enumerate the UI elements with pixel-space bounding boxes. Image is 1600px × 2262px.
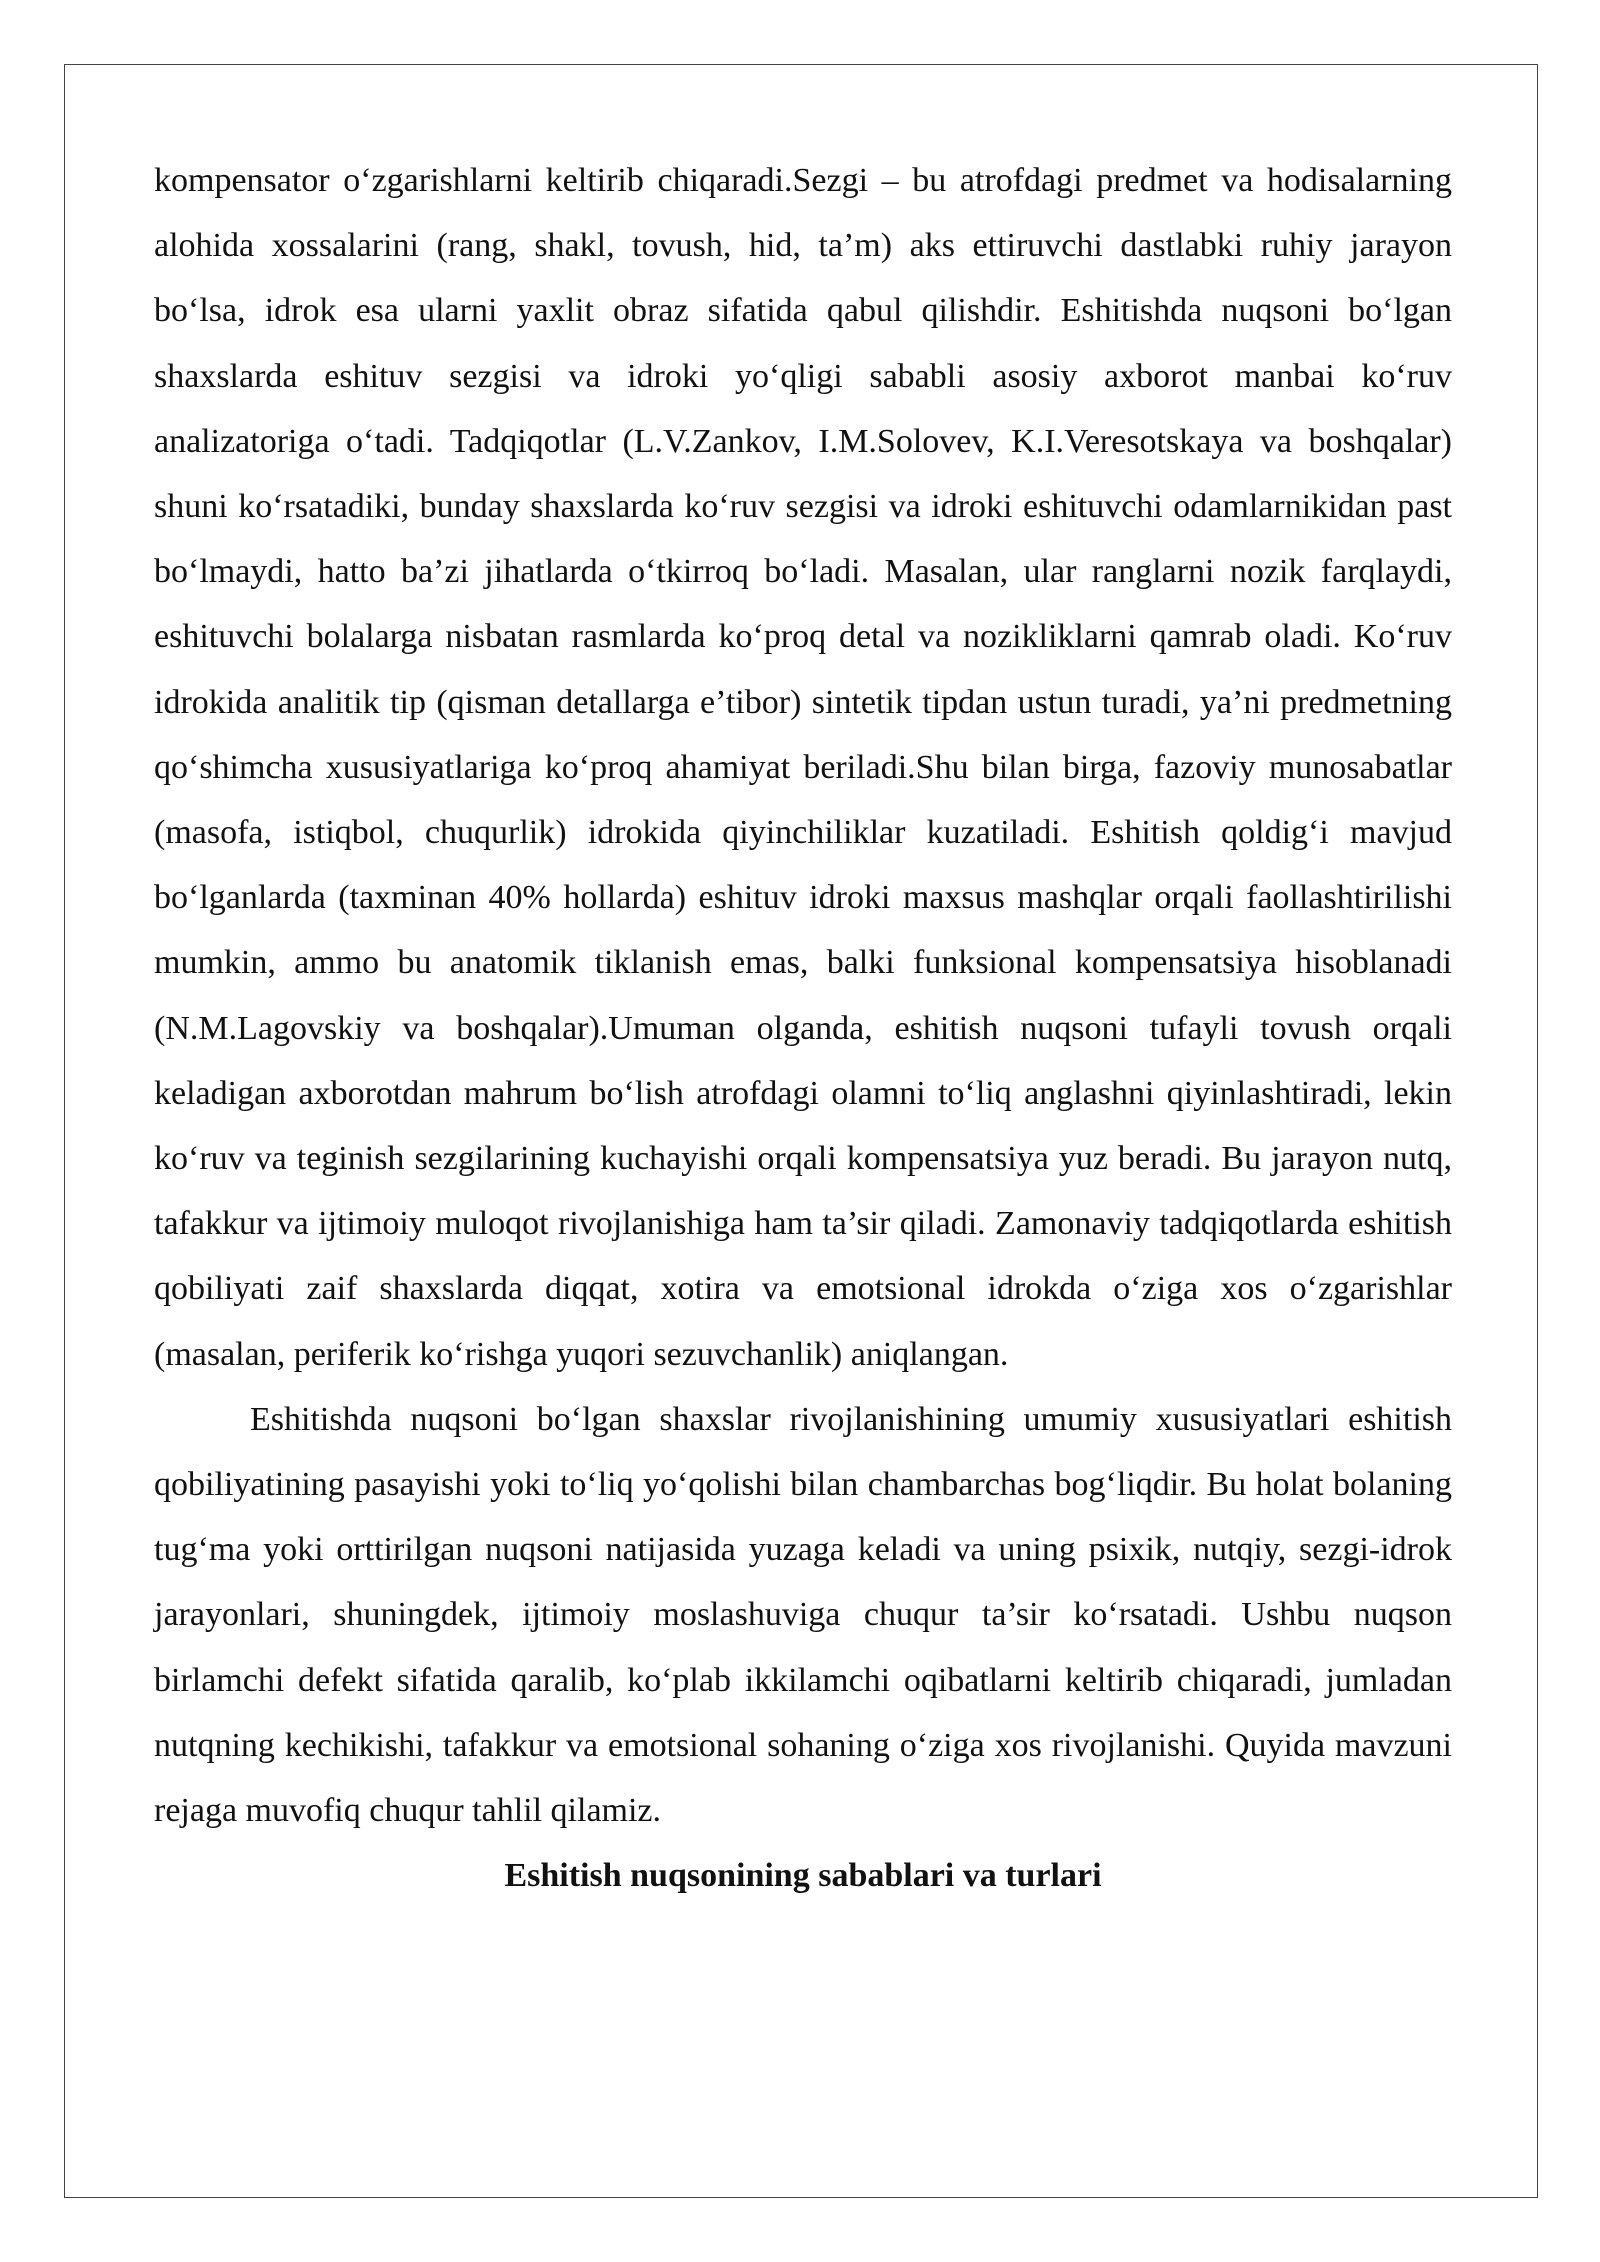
document-body	[154, 148, 1452, 1908]
section-heading: Eshitish nuqsonining sabablari va turlari	[504, 1857, 1102, 1895]
body-paragraph-1: kompensator o‘zgarishlarni keltirib chiqaradi.Sezgi – bu atrofdagi predmet va hodisalarning alohida xossalarini (rang, shakl, tovush, hid, ta’m) aks ettiruvchi dastlabki ruhiy jarayon bo‘lsa, idrok esa ularni yaxlit obraz sifatida qabul qilishdir. Eshitishda nuqsoni bo‘lgan shaxslarda eshituv sezgisi va idroki yo‘qligi sababli asosiy axborot manbai ko‘ruv analizatoriga o‘tadi. Tadqiqotlar (L.V.Zankov, I.M.Solovev, K.I.Veresotskaya va boshqalar) shuni ko‘rsatadiki, bunday shaxslarda ko‘ruv sezgisi va idroki eshituvchi odamlarnikidan past bo‘lmaydi, hatto ba’zi jihatlarda o‘tkirroq bo‘ladi. Masalan, ular ranglarni nozik farqlaydi, eshituvchi bolalarga nisbatan rasmlarda ko‘proq detal va nozikliklarni qamrab oladi. Ko‘ruv idrokida analitik tip (qisman detallarga e’tibor) sintetik tipdan ustun turadi, ya’ni predmetning qo‘shimcha xususiyatlariga ko‘proq ahamiyat beriladi.Shu bilan birga, fazoviy munosabatlar (masofa, istiqbol, chuqurlik) idrokida qiyinchiliklar kuzatiladi. Eshitish qoldig‘i mavjud bo‘lganlarda (taxminan 40% hollarda) eshituv idroki maxsus mashqlar orqali faollashtirilishi mumkin, ammo bu anatomik tiklanish emas, balki funksional kompensatsiya hisoblanadi (N.M.Lagovskiy va boshqalar).Umuman olganda, eshitish nuqsoni tufayli tovush orqali keladigan axborotdan mahrum bo‘lish atrofdagi olamni to‘liq anglashni qiyinlashtiradi, lekin ko‘ruv va teginish sezgilarining kuchayishi orqali kompensatsiya yuz beradi. Bu jarayon nutq, tafakkur va ijtimoiy muloqot rivojlanishiga ham ta’sir qiladi. Zamonaviy tadqiqotlarda eshitish qobiliyati zaif shaxslarda diqqat, xotira va emotsional idrokda o‘ziga xos o‘zgarishlar (masalan, periferik ko‘rishga yuqori sezuvchanlik) aniqlangan.	[154, 162, 1452, 1373]
body-paragraph-2: Eshitishda nuqsoni bo‘lgan shaxslar rivojlanishining umumiy xususiyatlari eshitish qobiliyatining pasayishi yoki to‘liq yo‘qolishi bilan chambarchas bog‘liqdir. Bu holat bolaning tug‘ma yoki orttirilgan nuqsoni natijasida yuzaga keladi va uning psixik, nutqiy, sezgi-idrok jarayonlari, shuningdek, ijtimoiy moslashuviga chuqur ta’sir ko‘rsatadi. Ushbu nuqson birlamchi defekt sifatida qaralib, ko‘plab ikkilamchi oqibatlarni keltirib chiqaradi, jumladan nutqning kechikishi, tafakkur va emotsional sohaning o‘ziga xos rivojlanishi. Quyida mavzuni rejaga muvofiq chuqur tahlil qilamiz.	[154, 1400, 1452, 1830]
